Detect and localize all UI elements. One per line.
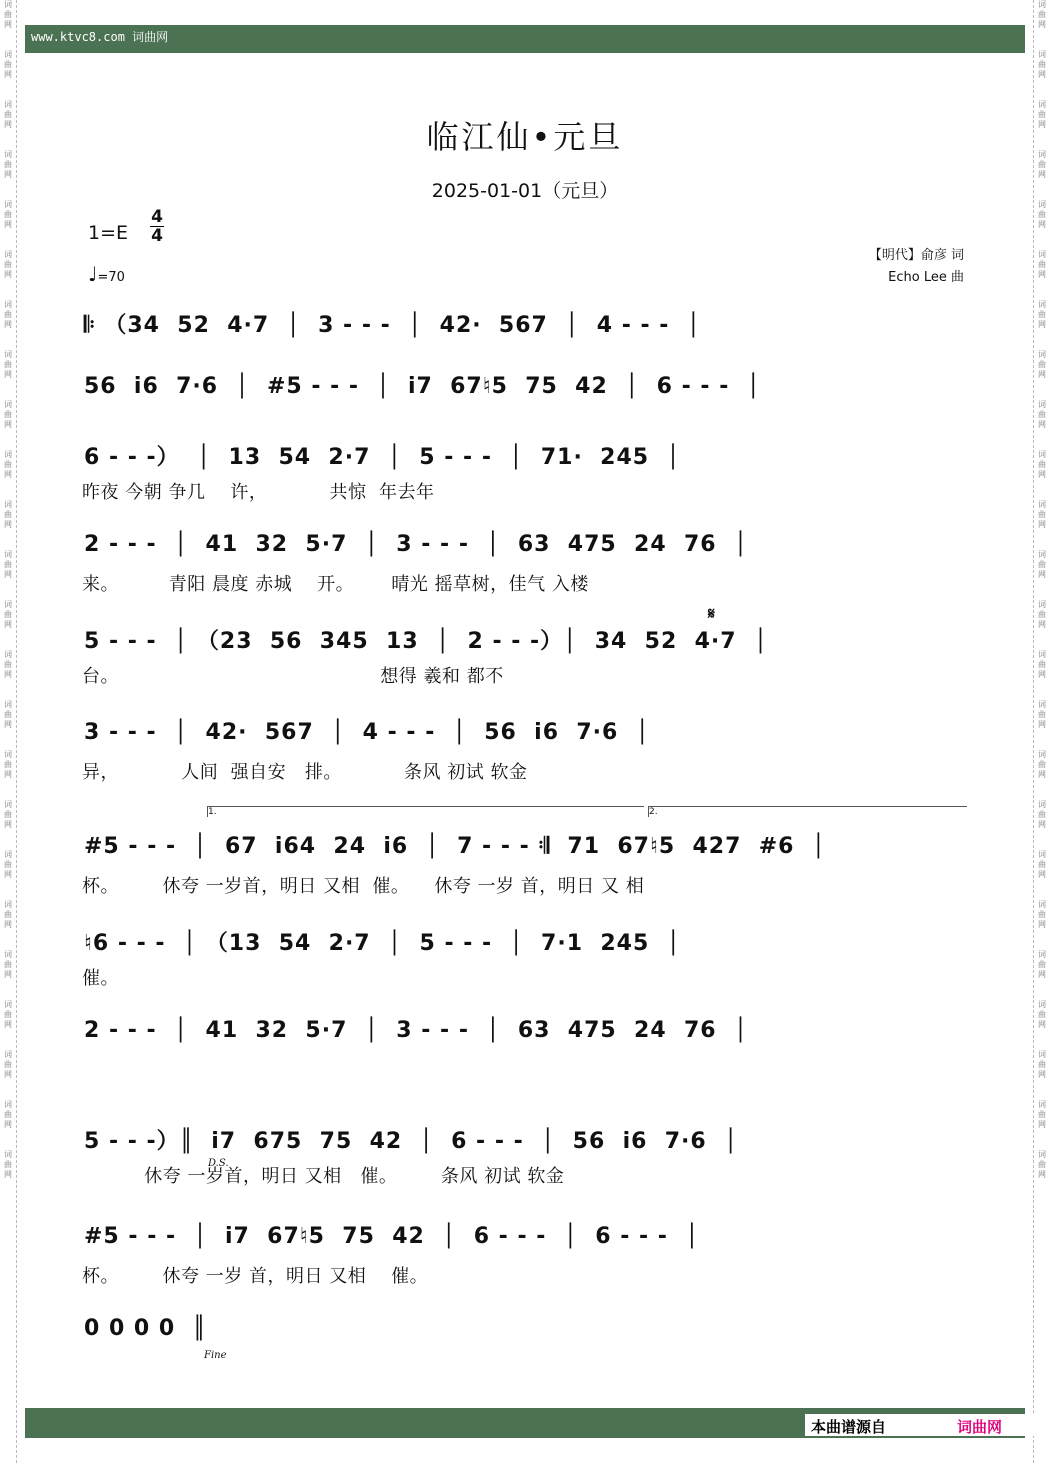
notation-line: #5 - - - │ 67 i64 24 i6 │ 7 - - - 𝄇 71 67♮5 427 #6 │: [84, 834, 826, 859]
score-row: [0, 834, 1050, 897]
notation-line: #5 - - - │ i7 67♮5 75 42 │ 6 - - - │ 6 - - - │: [84, 1224, 700, 1249]
time-signature: [150, 208, 164, 245]
segno-icon: 𝄋: [708, 604, 715, 623]
lyricist-credit: 【明代】俞彦 词: [868, 248, 964, 263]
site-banner-text[interactable]: www.ktvc8.com 词曲网: [31, 30, 169, 44]
composer-credit: Echo Lee 曲: [888, 270, 964, 285]
quarter-note-icon: ♩: [88, 262, 98, 286]
score-row: [0, 1316, 1050, 1356]
notation-line: 5 - - -）║ i7 675 75 42 │ 6 - - - │ 56 i6 7·6 │: [84, 1129, 739, 1154]
lyrics-line: 休夸 一岁首，明日 又相 催。 条风 初试 软金: [82, 1166, 565, 1187]
right-watermark-strip: 词 曲 网 词 曲 网 词 曲 网 词 曲 网 词 曲 网 词 曲 网 词 曲 网 词 曲 网 词 曲 网 词 曲 网 词 曲 网 词 曲 网 词 曲 网 词 曲 网 词 曲 网 词 曲 网 词 曲 网 词 曲 网 词 曲 网 词 曲 网 词 曲 网 词 曲 网 词 曲 网 词 曲 网: [1033, 0, 1050, 1463]
score-row: [0, 308, 1050, 348]
score-row: [0, 532, 1050, 595]
lyrics-line: 昨夜 今朝 争几 许， 共惊 年去年: [82, 482, 435, 503]
score-row: [0, 926, 1050, 989]
score-row: [0, 1224, 1050, 1287]
ds-mark: D.S.: [208, 1158, 229, 1169]
fine-mark: Fine: [204, 1350, 227, 1361]
notation-line: 2 - - - │ 41 32 5·7 │ 3 - - - │ 63 475 24 76 │: [84, 1018, 749, 1043]
lyrics-line: 催。: [82, 968, 119, 989]
notation-line: 3 - - - │ 42· 567 │ 4 - - - │ 56 i6 7·6 │: [84, 720, 650, 745]
notation-line: 0 0 0 0 ║: [84, 1316, 207, 1341]
score-row: [0, 720, 1050, 783]
score-row: [0, 1124, 1050, 1187]
source-label: 本曲谱源自: [811, 1418, 887, 1436]
notation-line: 5 - - - │ （23 56 345 13 │ 2 - - -）│ 34 52 4·7 │: [84, 629, 769, 654]
score-row: [0, 440, 1050, 503]
score-row: [0, 1018, 1050, 1058]
song-subtitle: 2025-01-01（元旦）: [431, 180, 619, 202]
lyrics-line: 台。 想得 羲和 都不: [82, 666, 504, 687]
source-site-link[interactable]: 词曲网: [957, 1418, 1003, 1436]
lyrics-line: 杯。 休夸 一岁首，明日 又相 催。 休夸 一岁 首，明日 又 相: [82, 876, 645, 897]
score-row: [0, 374, 1050, 414]
left-watermark-strip: 词 曲 网 词 曲 网 词 曲 网 词 曲 网 词 曲 网 词 曲 网 词 曲 网 词 曲 网 词 曲 网 词 曲 网 词 曲 网 词 曲 网 词 曲 网 词 曲 网 词 曲 网 词 曲 网 词 曲 网 词 曲 网 词 曲 网 词 曲 网 词 曲 网 词 曲 网 词 曲 网 词 曲 网: [0, 0, 17, 1463]
tempo-mark: [88, 262, 125, 286]
volta-second-ending: 2.: [648, 806, 967, 817]
notation-line: 56 i6 7·6 │ #5 - - - │ i7 67♮5 75 42 │ 6 - - - │: [84, 374, 761, 399]
volta-first-ending: 1.: [207, 806, 644, 817]
source-box: [805, 1414, 1043, 1436]
time-sig-bottom: 4: [151, 226, 163, 246]
tempo-value: =70: [97, 270, 125, 285]
key-signature: 1=E: [88, 222, 129, 244]
song-title: 临江仙•元旦: [426, 118, 624, 156]
notation-line: 2 - - - │ 41 32 5·7 │ 3 - - - │ 63 475 24 76 │: [84, 532, 749, 557]
site-banner: [25, 25, 1025, 53]
footer-bar: [25, 1408, 1025, 1438]
lyrics-line: 来。 青阳 晨度 赤城 开。 晴光 摇草树，佳气 入楼: [82, 574, 589, 595]
notation-line: 6 - - -） │ 13 54 2·7 │ 5 - - - │ 71· 245 │: [84, 445, 681, 470]
time-sig-top: 4: [151, 207, 163, 227]
lyrics-line: 杯。 休夸 一岁 首，明日 又相 催。: [82, 1266, 429, 1287]
notation-line: 𝄆 （34 52 4·7 │ 3 - - - │ 42· 567 │ 4 - - - │: [84, 313, 701, 338]
lyrics-line: 异， 人间 强自安 排。 条风 初试 软金: [82, 762, 528, 783]
notation-line: ♮6 - - - │ （13 54 2·7 │ 5 - - - │ 7·1 245 │: [84, 931, 681, 956]
score-row: [0, 624, 1050, 687]
